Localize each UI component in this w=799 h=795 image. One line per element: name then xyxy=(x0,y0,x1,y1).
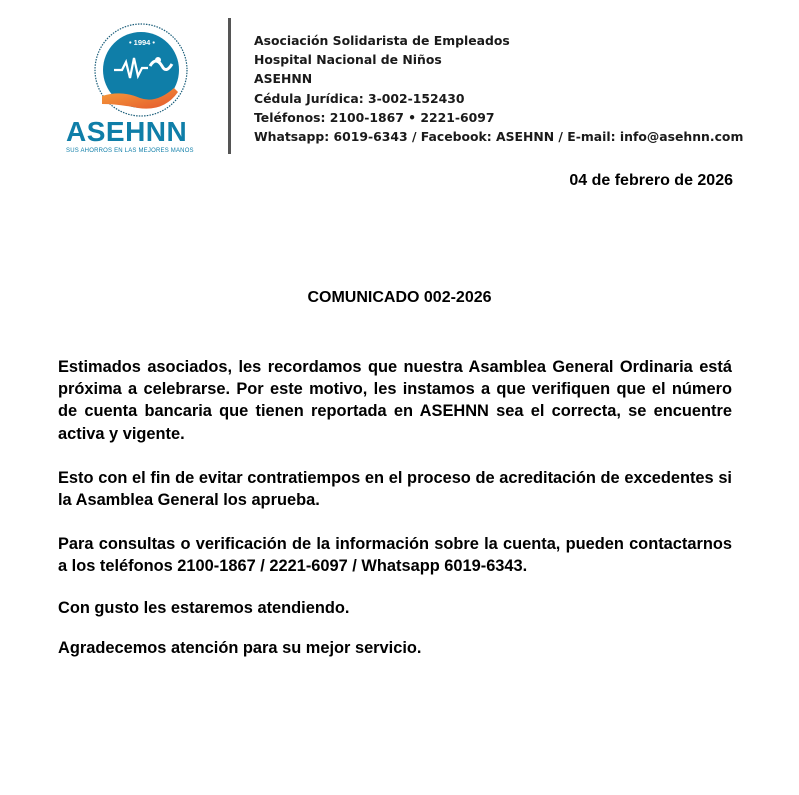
org-name-line: Asociación Solidarista de Empleados xyxy=(254,33,510,48)
org-legal-id-line: Cédula Jurídica: 3-002-152430 xyxy=(254,90,465,106)
brand-tagline: SUS AHORROS EN LAS MEJORES MANOS xyxy=(66,148,194,154)
brand-name: ASEHNN xyxy=(66,116,188,147)
organization-info xyxy=(254,31,743,146)
logo-emblem-icon xyxy=(62,18,207,118)
paragraph: Agradecemos atención para su mejor servicio. xyxy=(58,638,422,657)
paragraph: Estimados asociados, les recordamos que nuestra Asamblea General Ordinaria está próxima a celebrarse. Por este motivo, les instamos a que verifiquen que el número de cuenta bancaria que tienen reportada en ASEHNN sea el correcta, se encuentre activa y vigente. xyxy=(58,358,732,443)
document-title: COMUNICADO 002-2026 xyxy=(307,289,492,306)
paragraph: Para consultas o verificación de la información sobre la cuenta, pueden contactarnos a los teléfonos 2100-1867 / 2221-6097 / Whatsapp 6019-6343. xyxy=(58,535,732,576)
org-contact-line: Whatsapp: 6019-6343 / Facebook: ASEHNN / E-mail: info@asehnn.com xyxy=(254,128,744,144)
logo-year: • 1994 • xyxy=(128,38,156,47)
org-hospital-line: Hospital Nacional de Niños xyxy=(254,52,442,68)
paragraph: Esto con el fin de evitar contratiempos en el proceso de acreditación de excedentes si la Asamblea General los aprueba. xyxy=(58,468,732,510)
paragraph: Con gusto les estaremos atendiendo. xyxy=(58,598,350,617)
document-body xyxy=(58,356,732,659)
org-acronym-line: ASEHNN xyxy=(254,71,313,87)
document-date: 04 de febrero de 2026 xyxy=(569,172,733,189)
org-phones-line: Teléfonos: 2100-1867 • 2221-6097 xyxy=(254,109,495,125)
header-divider xyxy=(228,18,231,154)
